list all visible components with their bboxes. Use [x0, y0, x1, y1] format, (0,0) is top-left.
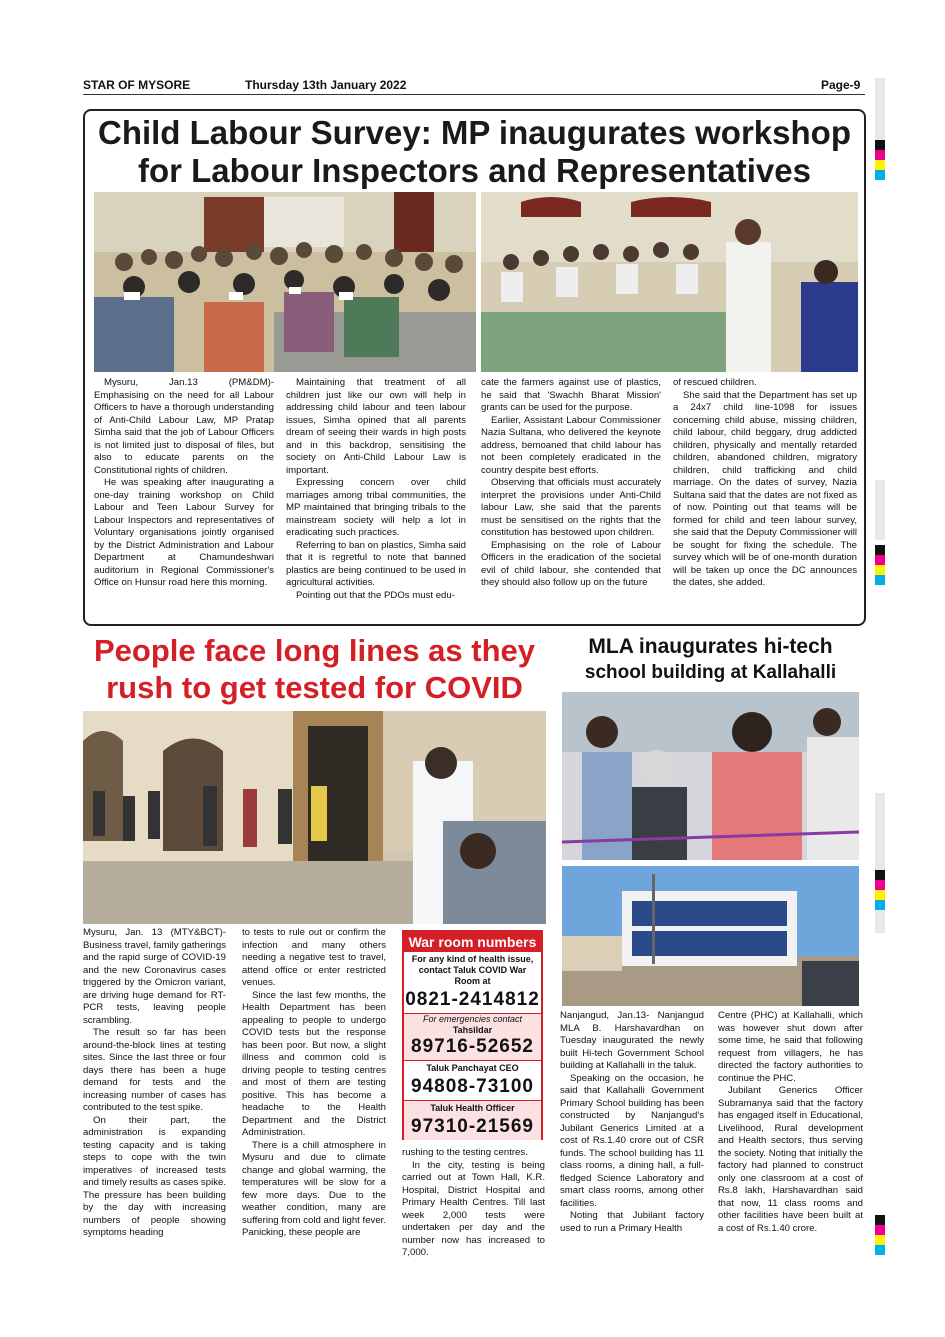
story3-headline-line1: MLA inaugurates hi-tech	[588, 635, 833, 658]
story1-column-2	[286, 377, 466, 602]
story1-paragraph: Pointing out that the PDOs must edu-	[296, 589, 455, 601]
ceo-label: Taluk Panchayat CEO	[426, 1063, 519, 1073]
header-rule	[83, 94, 865, 95]
cmyk-marks	[875, 1215, 885, 1255]
story1-column-3	[481, 377, 661, 590]
story3-headline-line2: school building at Kallahalli	[584, 662, 837, 683]
mp-addressing-photo	[481, 192, 858, 372]
story1-paragraph: Observing that officials must accurately interpret the provisions under Anti-Child labour Law, she said that the parents must be sensitised on the rights that the constitution has bestowed upon children.	[481, 477, 661, 538]
story3-column-2	[718, 1010, 863, 1235]
ribbon-cutting-photo	[562, 692, 859, 860]
story3-column-1	[560, 1010, 704, 1235]
story2-paragraph: to tests to rule out or confirm the infection and many others needing a negative test to travel, attend office or enter restricted venues.	[242, 927, 386, 988]
school-building-photo	[562, 866, 859, 1006]
story2-column-2	[242, 927, 386, 1240]
cmyk-marks	[875, 870, 885, 910]
war-room-note: For any kind of health issue, contact Taluk COVID War Room at	[411, 954, 534, 986]
story3-paragraph: Speaking on the occasion, he said that Kallahalli Government Primary School building has been constructed by Nanjangud's Jubilant Generics Limited at a cost of Rs.1.40 crore out of CSR funds. The school building has 11 class rooms, a dining hall, a full-fledged Science Laboratory and smart class rooms, among other facilities.	[560, 1072, 704, 1209]
workshop-audience-photo	[94, 192, 476, 372]
emergency-note: For emergencies contact	[422, 1014, 523, 1024]
page-number: Page-9	[821, 78, 861, 92]
story1-paragraph: Referring to ban on plastics, Simha said that it is regretful to note that banned plastics are being continued to be used in agricultural activities.	[286, 539, 466, 588]
story2-paragraph: Since the last few months, the Health Department has been appealing to people to undergo COVID tests but the response has been poor. But now, a slight illness and common cold is driving people to testing centres and most of them are testing positive. This has become a headache to the Health Department and the District Administration.	[242, 989, 386, 1138]
story2-paragraph: Mysuru, Jan. 13 (MTY&BCT)- Business travel, family gatherings and the rapid surge of COVID-19 and the new Coronavirus cases triggered by the Omicron variant, are driving huge demand for RT-PCR tests, leaving people scrambling.	[83, 927, 226, 1026]
story2-headline-line2: rush to get tested for COVID	[106, 670, 523, 705]
story1-headline-line2: for Labour Inspectors and Representatives	[137, 152, 811, 189]
story2-column-3	[402, 1147, 545, 1260]
story1-paragraph: She said that the Department has set up a 24x7 child line-1098 for issues concerning child abuse, missing children, child labour, child beggary, drug addicted children, physically and mentally retarded children, abandoned children, migratory children, child trafficking and child marriage. On the dates of survey, Nazia Sultana said that the dates are not fixed as of now. Pointing out that teams will be formed for child and teen labour survey, she said that the Deputy Commissioner will be sought for fixing the schedule. The survey which will be of one-month duration will be taken up once the DC announces the dates, she added.	[673, 389, 857, 588]
registration-strip	[875, 480, 885, 540]
story2-headline-line1: People face long lines as they	[93, 633, 536, 668]
story1-column-1	[94, 377, 274, 590]
story2-paragraph: In the city, testing is being carried out at Town Hall, K.R. Hospital, District Hospital and Primary Health Centres. Till last week 2,000 tests were undertaken per day and the number now has increased to 7,000.	[402, 1159, 545, 1258]
story3-paragraph: Centre (PHC) at Kallahalli, which was however shut down after some time, he said that following request from villagers, he has directed the factory authorities to continue the PHC.	[718, 1010, 863, 1084]
health-officer-label: Taluk Health Officer	[430, 1103, 515, 1113]
war-room-phone: 0821-2414812	[404, 989, 541, 1014]
health-officer-phone: 97310-21569	[411, 1116, 534, 1137]
story1-paragraph: Maintaining that treatment of all children just like our own will help in addressing child labour and teen labour issues, Simha opined that all parents dream of seeing their wards in high posts and in this backdrop, sensitising the society on Anti-Child Labour Law is important.	[286, 377, 466, 476]
story2-column-1	[83, 927, 226, 1240]
masthead-name: STAR OF MYSORE	[83, 78, 191, 92]
tahsildar-phone: 89716-52652	[404, 1036, 541, 1061]
war-room-title: War room numbers	[404, 932, 541, 952]
story1-paragraph: Mysuru, Jan.13 (PM&DM)- Emphasising on the need for all Labour Officers to have a thorough understanding of Anti-Child Labour Law, MP Pratap Simha said that the job of Labour Officers is not limited just to disposal of files, but also to educate parents on the Constitutional rights of children.	[94, 377, 274, 476]
issue-date: Thursday 13th January 2022	[245, 78, 407, 92]
story1-headline-line1: Child Labour Survey: MP inaugurates workshop	[97, 114, 851, 151]
story1-column-4	[673, 377, 857, 590]
story3-paragraph: Nanjangud, Jan.13- Nanjangud MLA B. Harshavardhan on Tuesday inaugurated the newly built Hi-tech Government School building at Kallahalli in the taluk.	[560, 1010, 704, 1071]
story1-paragraph: of rescued children.	[673, 377, 757, 388]
war-room-numbers-box	[402, 930, 543, 1140]
story3-paragraph: Noting that Jubilant factory used to run a Primary Health	[560, 1210, 704, 1234]
covid-testing-photo	[83, 711, 546, 924]
story2-paragraph: The result so far has been around-the-block lines at testing sites. Since the last three or four days there has been a huge demand for tests and the increasing number of cases has contributed to the test spike.	[83, 1027, 226, 1113]
story2-paragraph: There is a chill atmosphere in Mysuru and due to climate change and global warming, the temperatures will be slow for a few more days. Due to the weather condition, many are suffering from cold and light fever. Panicking, these people are	[242, 1139, 386, 1238]
story2-paragraph: rushing to the testing centres.	[402, 1147, 528, 1158]
story2-paragraph: On their part, the administration is expanding testing capacity and is taking steps to cope with the twin imperatives of increased tests and timely results as cases spike. The pressure has been building by the day with increasing numbers of people showing symptoms heading	[83, 1114, 226, 1238]
tahsildar-label: Tahsildar	[452, 1025, 493, 1035]
story3-paragraph: Jubilant Generics Officer Subramanya said that the factory has engaged itself in Educational, Livelihood, Rural development and Health sectors, thus serving the society. Noting that initially the factory had planned to construct only one classroom at a cost of Rs.8 lakh, Harshavardhan said that now, 11 class rooms and other facilities have been built at a cost of Rs.1.40 crore.	[718, 1085, 863, 1234]
story1-paragraph: Emphasising on the role of Labour Officers in the eradication of the societal evil of child labour, she contended that they should also follow up on the future	[481, 539, 661, 588]
story1-paragraph: He was speaking after inaugurating a one-day training workshop on Child Labour and Teen Labour Survey for Labour Inspectors and representatives of Voluntary organisations jointly organised by the District Administration and Labour Department at Chamundeshwari auditorium in Regional Commissioner's Office on Hunsur road here this morning.	[94, 477, 274, 588]
story1-paragraph: cate the farmers against use of plastics, he said that 'Swachh Bharat Mission' grants can be used for the purpose.	[481, 377, 661, 413]
story1-paragraph: Earlier, Assistant Labour Commissioner Nazia Sultana, who delivered the keynote address, bemoaned that child labour has not been completely eradicated in the country despite best efforts.	[481, 414, 661, 476]
registration-strip	[875, 793, 885, 933]
cmyk-marks	[875, 140, 885, 180]
ceo-phone: 94808-73100	[404, 1076, 541, 1101]
story1-paragraph: Expressing concern over child marriages among tribal communities, the MP maintained that bringing tribals to the mainstream society will help a lot in eradicating such practices.	[286, 477, 466, 538]
cmyk-marks	[875, 545, 885, 585]
